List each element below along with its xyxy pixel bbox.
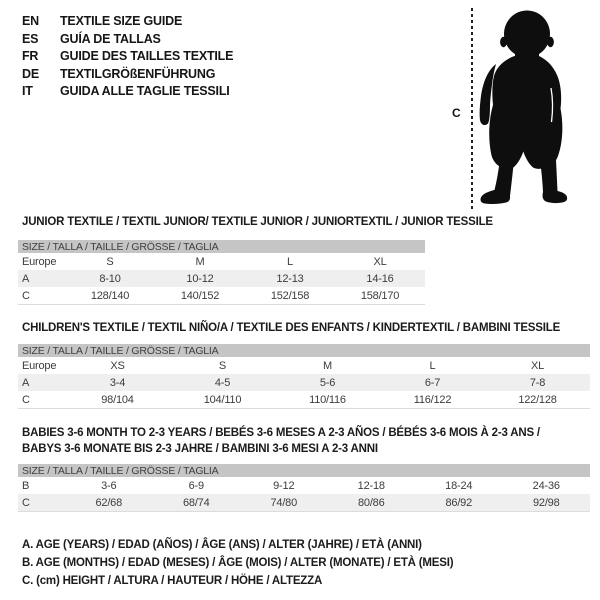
value-cell: 14-16 (366, 272, 394, 285)
value-cell: 128/140 (90, 289, 130, 302)
height-measure-label: C (452, 106, 461, 120)
value-cell: 86/92 (445, 496, 473, 509)
guide-title: GUIDA ALLE TAGLIE TESSILI (60, 84, 230, 98)
row-label: Europe (22, 359, 57, 372)
value-cell: 6-7 (424, 376, 441, 389)
language-code: EN (22, 14, 39, 28)
height-measure-dashed-line (471, 8, 473, 210)
table-row-c (18, 287, 425, 304)
junior-size-table (18, 240, 425, 305)
row-label: B (22, 479, 30, 492)
row-label: C (22, 496, 30, 509)
guide-title: GUÍA DE TALLAS (60, 31, 161, 46)
size-cell: L (429, 359, 436, 372)
row-label: C (22, 393, 30, 406)
table-row-b (18, 477, 590, 494)
value-cell: 12-18 (357, 479, 385, 492)
value-cell: 104/110 (203, 393, 242, 406)
value-cell: 74/80 (270, 496, 298, 509)
value-cell: 5-6 (319, 376, 336, 389)
footnote-a: A. AGE (YEARS) / EDAD (AÑOS) / ÂGE (ANS) / ALTER (JAHRE) / ETÀ (ANNI) (22, 539, 422, 551)
baby-silhouette-icon (476, 8, 572, 208)
value-cell: 98/104 (101, 393, 134, 406)
value-cell: 140/152 (180, 289, 220, 302)
value-cell: 18-24 (445, 479, 473, 492)
value-cell: 122/128 (518, 393, 557, 406)
babies-size-table (18, 464, 590, 512)
size-header-bar: SIZE / TALLA / TAILLE / GRÖSSE / TAGLIA (18, 240, 425, 253)
table-row-europe (18, 253, 425, 270)
value-cell: 4-5 (214, 376, 231, 389)
table-row-a (18, 374, 590, 391)
language-code: FR (22, 49, 39, 63)
value-cell: 7-8 (529, 376, 546, 389)
footnote-c: C. (cm) HEIGHT / ALTURA / HAUTEUR / HÖHE / ALTEZZA (22, 575, 323, 587)
size-cell: S (218, 359, 227, 372)
value-cell: 92/98 (532, 496, 560, 509)
language-code: ES (22, 31, 39, 46)
size-cell: XL (373, 255, 387, 268)
value-cell: 9-12 (273, 479, 295, 492)
value-cell: 62/68 (95, 496, 123, 509)
language-code: IT (22, 84, 33, 98)
row-label: A (22, 272, 30, 285)
row-label: A (22, 376, 30, 389)
guide-title: TEXTILGRÖßENFÜHRUNG (60, 66, 216, 81)
size-cell: M (323, 359, 332, 372)
legend-footnotes (22, 536, 453, 590)
table-row-c (18, 391, 590, 408)
size-header-bar: SIZE / TALLA / TAILLE / GRÖSSE / TAGLIA (18, 344, 590, 357)
size-cell: M (195, 255, 205, 268)
value-cell: 8-10 (99, 272, 121, 285)
table-row-a (18, 270, 425, 287)
value-cell: 10-12 (186, 272, 214, 285)
value-cell: 152/158 (270, 289, 310, 302)
value-cell: 158/170 (360, 289, 400, 302)
guide-title: TEXTILE SIZE GUIDE (60, 14, 183, 28)
guide-title: GUIDE DES TAILLES TEXTILE (60, 49, 234, 63)
value-cell: 116/122 (413, 393, 452, 406)
junior-section-heading: JUNIOR TEXTILE / TEXTIL JUNIOR/ TEXTILE JUNIOR / JUNIORTEXTIL / JUNIOR TESSILE (22, 216, 493, 228)
children-size-table (18, 344, 590, 409)
children-section-heading: CHILDREN'S TEXTILE / TEXTIL NIÑO/A / TEXTILE DES ENFANTS / KINDERTEXTIL / BAMBINI TESSILE (22, 322, 561, 334)
value-cell: 80/86 (357, 496, 385, 509)
row-label: C (22, 289, 30, 302)
language-code: DE (22, 66, 39, 81)
value-cell: 12-13 (276, 272, 304, 285)
babies-section-heading-line1: BABIES 3-6 MONTH TO 2-3 YEARS / BEBÉS 3-6 MESES A 2-3 AÑOS / BÉBÉS 3-6 MOIS À 2-3 ANS / (22, 427, 540, 439)
value-cell: 6-9 (188, 479, 204, 492)
table-row-c (18, 494, 590, 511)
language-title-list (22, 13, 233, 101)
size-cell: XL (530, 359, 545, 372)
value-cell: 110/116 (309, 393, 346, 406)
row-label: Europe (22, 255, 57, 268)
size-cell: XS (110, 359, 125, 372)
size-cell: S (106, 255, 114, 268)
footnote-b: B. AGE (MONTHS) / EDAD (MESES) / ÂGE (MOIS) / ALTER (MONATE) / ETÀ (MESI) (22, 557, 454, 569)
babies-section-heading-line2: BABYS 3-6 MONATE BIS 2-3 JAHRE / BAMBINI 3-6 MESI A 2-3 ANNI (22, 443, 378, 455)
size-cell: L (287, 255, 293, 268)
value-cell: 3-4 (109, 376, 126, 389)
value-cell: 3-6 (101, 479, 117, 492)
value-cell: 24-36 (532, 479, 560, 492)
table-row-europe (18, 357, 590, 374)
size-header-bar: SIZE / TALLA / TAILLE / GRÖSSE / TAGLIA (18, 464, 590, 477)
value-cell: 68/74 (182, 496, 210, 509)
